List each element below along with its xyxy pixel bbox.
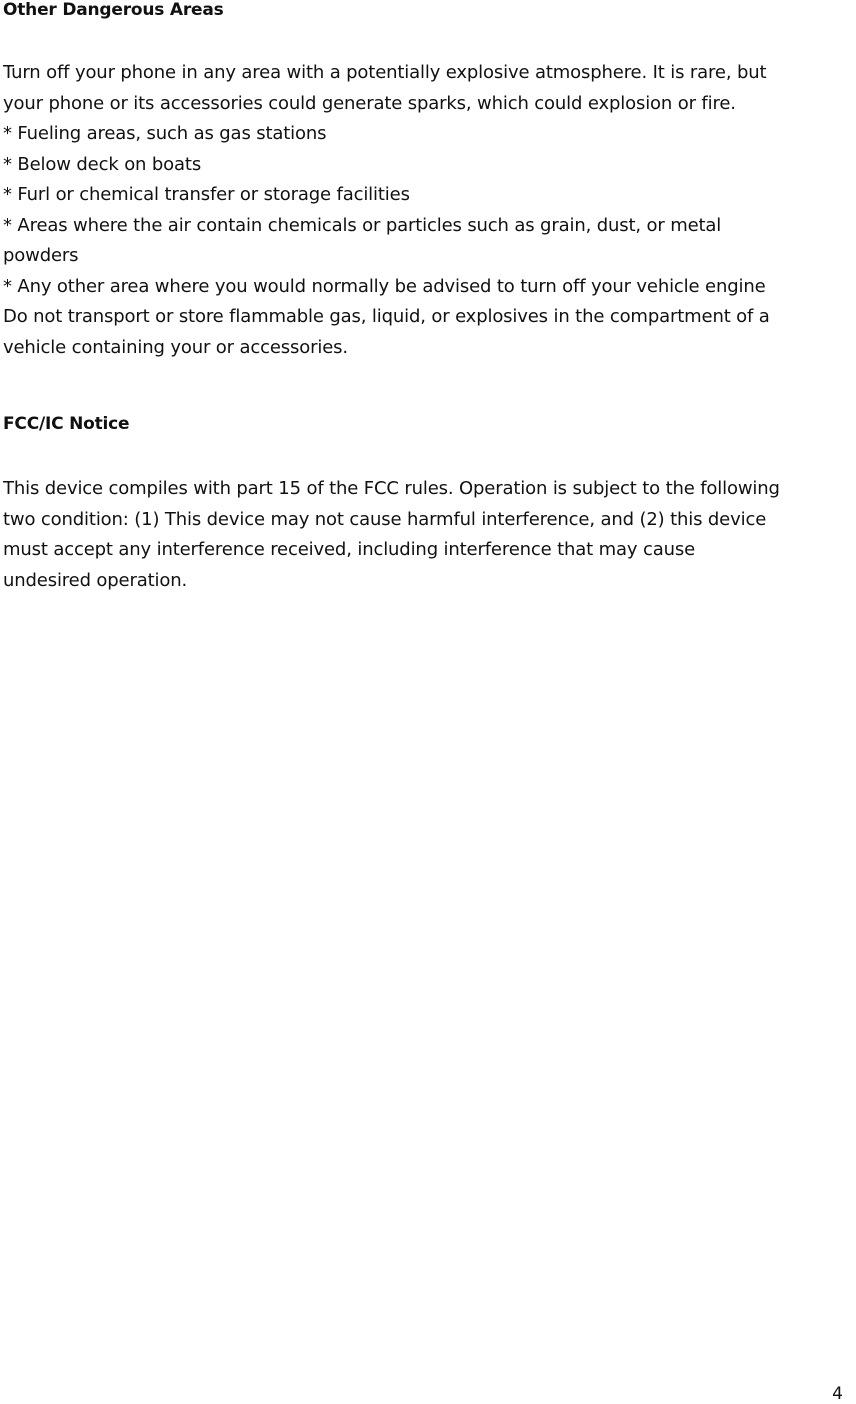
section-body-fcc-notice [3, 474, 849, 596]
paragraph-line: This device compiles with part 15 of the FCC rules. Operation is subject to the following [3, 478, 780, 499]
list-item: * Below deck on boats [3, 153, 202, 175]
paragraph-line: must accept any interference received, including interference that may cause [3, 539, 696, 560]
paragraph-line: undesired operation. [3, 569, 188, 591]
list-item-continuation: powders [3, 245, 79, 266]
section-title-dangerous-areas: Other Dangerous Areas [3, 0, 224, 20]
section-title-fcc-notice: FCC/IC Notice [3, 414, 130, 434]
list-item: * Any other area where you would normally be advised to turn off your vehicle engine [3, 275, 766, 297]
section-body-dangerous-areas [3, 58, 849, 363]
list-item: * Areas where the air contain chemicals or particles such as grain, dust, or metal [3, 214, 722, 236]
list-item: * Furl or chemical transfer or storage facilities [3, 184, 410, 205]
paragraph-line: two condition: (1) This device may not cause harmful interference, and (2) this device [3, 508, 767, 530]
paragraph-line: Turn off your phone in any area with a potentially explosive atmosphere. It is rare, but [3, 62, 767, 83]
list-item: * Fueling areas, such as gas stations [3, 123, 327, 144]
page-number: 4 [832, 1384, 843, 1404]
paragraph-line: Do not transport or store flammable gas, liquid, or explosives in the compartment of a [3, 306, 770, 327]
paragraph-line: your phone or its accessories could generate sparks, which could explosion or fire. [3, 92, 736, 114]
paragraph-line: vehicle containing your or accessories. [3, 336, 348, 358]
